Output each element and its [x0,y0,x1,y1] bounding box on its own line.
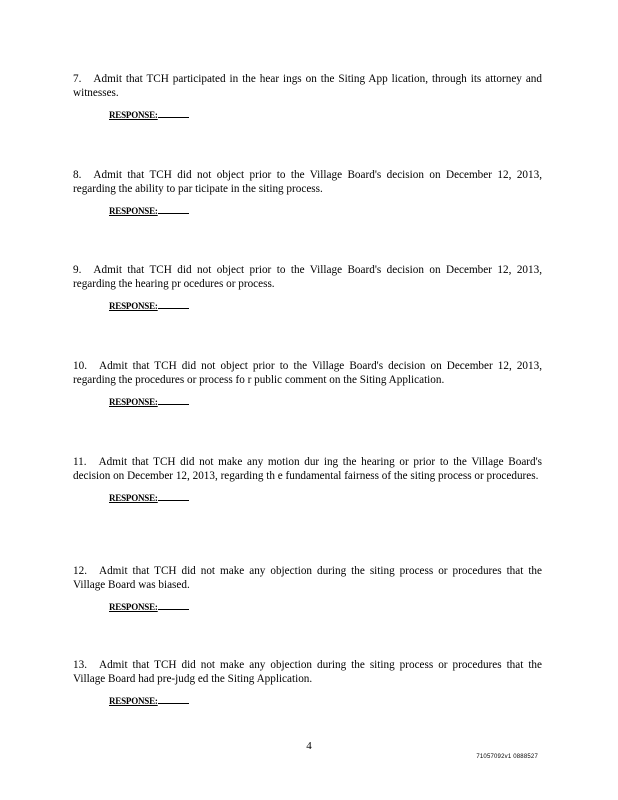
response-blank [158,703,189,704]
response-line [109,493,542,503]
request-item-10 [73,359,542,407]
response-blank [158,213,189,214]
response-blank [158,308,189,309]
page-number: 4 [306,740,312,752]
request-number: 8. [73,169,82,181]
request-paragraph [73,455,542,483]
request-number: 13. [73,659,87,671]
response-label: RESPONSE: [109,602,158,613]
request-text: Admit that TCH did not make any motion dur ing the hearing or prior to the Village Board's decision on December 12, 2013, regarding th e fundamental fairness of the siting process or procedures. [73,456,542,483]
request-item-9 [73,263,542,311]
response-line [109,206,542,216]
request-number: 10. [73,360,87,372]
request-number: 11. [73,456,87,468]
request-text: Admit that TCH did not make any objection during the siting process or procedures that the Village Board was biased. [73,565,542,592]
request-number: 9. [73,264,82,276]
request-paragraph [73,564,542,592]
response-line [109,696,542,706]
request-item-13 [73,658,542,706]
request-item-8 [73,168,542,216]
request-text: Admit that TCH participated in the hear ings on the Siting App lication, through its attorney and witnesses. [73,73,542,100]
response-label: RESPONSE: [109,110,158,121]
request-paragraph [73,263,542,291]
request-text: Admit that TCH did not object prior to the Village Board's decision on December 12, 2013, regarding the procedures or process fo r public comment on the Siting Application. [73,360,542,387]
response-blank [158,117,189,118]
request-item-7 [73,72,542,120]
response-label: RESPONSE: [109,493,158,504]
request-paragraph [73,72,542,100]
response-line [109,397,542,407]
response-line [109,110,542,120]
response-label: RESPONSE: [109,301,158,312]
document-id: 71057092v1 0888527 [476,754,538,760]
request-paragraph [73,658,542,686]
request-text: Admit that TCH did not object prior to the Village Board's decision on December 12, 2013, regarding the ability to par ticipate in the siting process. [73,169,542,196]
response-blank [158,500,189,501]
request-paragraph [73,359,542,387]
request-text: Admit that TCH did not make any objection during the siting process or procedures that the Village Board had pre-judg ed the Siting Application. [73,659,542,686]
response-label: RESPONSE: [109,397,158,408]
response-label: RESPONSE: [109,206,158,217]
response-blank [158,609,189,610]
request-text: Admit that TCH did not object prior to the Village Board's decision on December 12, 2013, regarding the hearing pr ocedures or process. [73,264,542,291]
request-number: 7. [73,73,82,85]
request-paragraph [73,168,542,196]
request-item-12 [73,564,542,612]
request-item-11 [73,455,542,503]
request-number: 12. [73,565,87,577]
response-label: RESPONSE: [109,696,158,707]
response-blank [158,404,189,405]
response-line [109,301,542,311]
response-line [109,602,542,612]
